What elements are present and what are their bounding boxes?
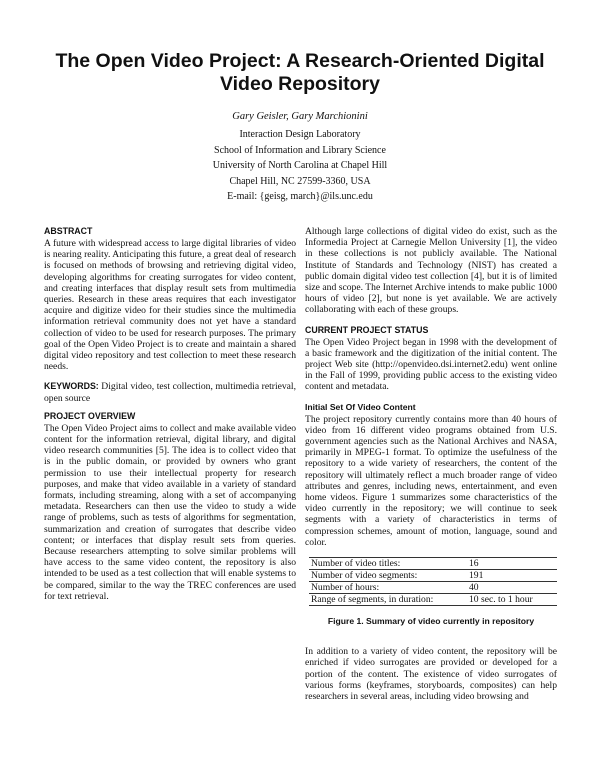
summary-table	[309, 557, 557, 606]
affiliation-line: Chapel Hill, NC 27599-3360, USA	[229, 175, 371, 187]
affiliation-line: School of Information and Library Science	[214, 144, 386, 156]
status-text: The Open Video Project began in 1998 with the development of a basic framework and the digitization of the initial content. The project Web site (http://openvideo.dsi.internet2.edu) went online in the Fall of 1999, providing public access to the existing video content and metadata.	[305, 336, 557, 393]
affiliation-line: University of North Carolina at Chapel Hill	[212, 160, 388, 171]
status-heading: CURRENT PROJECT STATUS	[305, 324, 429, 335]
table-cell-label: Range of segments, in duration:	[309, 594, 467, 606]
keywords-line	[44, 381, 296, 403]
intro-paragraph: Although large collections of digital video do exist, such as the Informedia Project at Carnegie Mellon University [1], the video in these collections is not publicly available. The National Institute of Standards and Technology (NIST) has created a public domain digital video test collection [4], but it is of limited size and scope. The Internet Archive intends to make public 1000 hours of video [2], but none is yet available. We are actively collaborating with each of these groups.	[305, 226, 557, 316]
table-cell-value: 40	[467, 582, 557, 594]
affiliation-line: Interaction Design Laboratory	[239, 129, 361, 140]
table-cell-label: Number of hours:	[309, 582, 467, 594]
affiliation-block	[30, 127, 570, 205]
initial-content-text: The project repository currently contains more than 40 hours of video from 16 different video programs obtained from U.S. government agencies such as the National Archives and NASA, primarily in MPEG-1 format. To optimize the usefulness of the repository to a wide variety of researchers, the content of the repository will ultimately reflect a much broader range of video attributes and genres, including news, entertainment, and even home videos. Figure 1 summarizes some characteristics of the video currently in the repository; we will continue to seek segments with a variety of characteristics in terms of compression schemes, amount of motion, language, sound and color.	[305, 413, 557, 548]
overview-text: The Open Video Project aims to collect and make available video content for the information retrieval, digital library, and digital video research communities [5]. The idea is to collect video that is in the public domain, or provided by owners who grant permission to use their intellectual property for research purposes, and make that video available in a variety of standard formats, including streaming, along with a set of accompanying metadata. Researchers can then use the video to study a wide range of problems, such as tests of algorithms for segmentation, summarization and creation of surrogates that describe video content; or interfaces that display result sets from queries. Because researchers attempting to solve similar problems will have access to the same video content, the repository is also intended to be used as a test collection that will enable systems to be compared, similar to the way the TREC conferences are used for text retrieval.	[44, 422, 296, 602]
table-row	[309, 582, 557, 594]
table-cell-label: Number of video titles:	[309, 558, 467, 570]
table-row	[309, 558, 557, 570]
keywords-label: KEYWORDS:	[44, 381, 99, 392]
table-row	[309, 594, 557, 606]
left-column	[44, 226, 296, 611]
table-cell-value: 16	[467, 558, 557, 570]
table-cell-value: 191	[467, 570, 557, 582]
abstract-text: A future with widespread access to large digital libraries of video is nearing reality. Anticipating this future, a great deal of research is focused on methods of browsing and retrieving digital video, developing algorithms for creating surrogates for video content, and creating interfaces that display result sets from multimedia queries. Research in these areas requires that each investigator acquire and digitize video for their studies since the multimedia information retrieval community does not yet have a standard collection of video to be used for research purposes. The primary goal of the Open Video Project is to create and maintain a shared digital video repository and test collection to meet these research needs.	[44, 238, 296, 373]
table-cell-value: 10 sec. to 1 hour	[467, 594, 557, 606]
keywords-text: Digital video, test collection, multimedia retrieval, open source	[44, 381, 296, 404]
figure-caption: Figure 1. Summary of video currently in repository	[327, 616, 535, 627]
table-cell-label: Number of video segments:	[309, 570, 467, 582]
overview-heading: PROJECT OVERVIEW	[44, 410, 136, 421]
initial-content-heading: Initial Set Of Video Content	[305, 401, 416, 412]
right-column	[305, 226, 557, 711]
paper-title: The Open Video Project: A Research-Oriented Digital Video Repository	[55, 50, 545, 95]
author-email: E-mail: {geisg, march}@ils.unc.edu	[227, 191, 373, 202]
abstract-heading: ABSTRACT	[44, 226, 93, 236]
author-names: Gary Geisler, Gary Marchionini	[232, 111, 368, 122]
table-row	[309, 570, 557, 582]
closing-paragraph: In addition to a variety of video content, the repository will be enriched if video surrogates are provided or developed for a portion of the content. The existence of video surrogates of various forms (keyframes, storyboards, composites) can help researchers in several areas, including video browsing and	[305, 646, 557, 703]
